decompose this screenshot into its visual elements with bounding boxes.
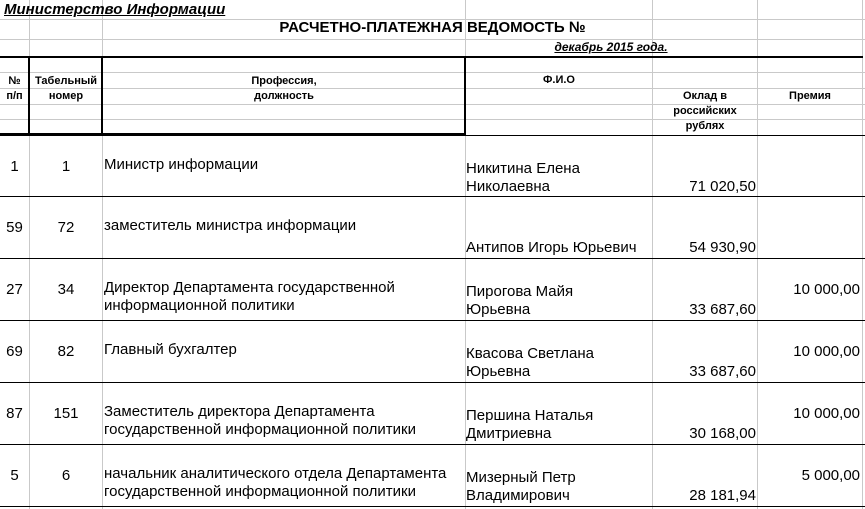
grid-line <box>862 0 863 509</box>
row-name-line1: Першина Наталья <box>466 407 594 424</box>
row-divider <box>0 320 865 321</box>
row-number: 27 <box>6 281 23 298</box>
row-bonus: 5 000,00 <box>801 467 860 484</box>
header-tab-line1: Табельный <box>34 75 98 87</box>
row-salary: 54 930,90 <box>689 239 756 256</box>
header-fio: Ф.И.О <box>543 74 575 86</box>
row-salary: 33 687,60 <box>689 363 756 380</box>
grid-line <box>757 0 758 509</box>
row-salary: 71 020,50 <box>689 178 756 195</box>
header-salary-line2: российских <box>673 105 737 117</box>
header-tab-line2: номер <box>48 90 84 102</box>
row-name-line1: Квасова Светлана <box>466 345 594 362</box>
row-salary: 33 687,60 <box>689 301 756 318</box>
header-salary-line1: Оклад в <box>682 90 728 102</box>
row-position-line1: Заместитель директора Департамента <box>104 403 375 420</box>
row-salary: 30 168,00 <box>689 425 756 442</box>
header-num <box>0 74 29 104</box>
row-bonus: 10 000,00 <box>793 405 860 422</box>
header-bonus: Премия <box>789 90 831 102</box>
row-tab-number: 72 <box>57 219 75 236</box>
row-divider <box>0 506 865 507</box>
row-name-line2: Дмитриевна <box>466 425 552 442</box>
row-name-line2: Антипов Игорь Юрьевич <box>466 239 637 256</box>
row-tab-number: 151 <box>53 405 79 422</box>
row-divider <box>0 382 865 383</box>
header-bottom-border <box>0 135 865 136</box>
row-divider <box>0 196 865 197</box>
row-position-line2: государственной информационной политики <box>104 483 416 500</box>
row-divider <box>0 258 865 259</box>
row-number: 1 <box>10 158 19 175</box>
period-label: декабрь 2015 года. <box>554 40 668 54</box>
row-position-line1: начальник аналитического отдела Департамента <box>104 465 447 482</box>
header-num-line1: № <box>8 75 21 87</box>
row-position-line1: Главный бухгалтер <box>104 341 237 358</box>
row-tab-number: 1 <box>61 158 71 175</box>
row-salary: 28 181,94 <box>689 487 756 504</box>
row-position-line1: Министр информации <box>104 156 259 173</box>
header-salary-line3: рублях <box>685 120 725 132</box>
row-divider <box>0 444 865 445</box>
row-bonus: 10 000,00 <box>793 343 860 360</box>
row-tab-number: 82 <box>57 343 75 360</box>
header-prof-line1: Профессия, <box>251 75 317 87</box>
grid-line <box>0 72 865 73</box>
row-number: 87 <box>6 405 23 422</box>
header-tab-number <box>30 74 102 104</box>
row-name-line1: Пирогова Майя <box>466 283 574 300</box>
row-position-line1: заместитель министра информации <box>104 217 357 234</box>
row-tab-number: 6 <box>61 467 71 484</box>
header-prof-line2: должность <box>254 90 314 102</box>
header-bottom-thick-border <box>0 133 466 135</box>
document-title: РАСЧЕТНО-ПЛАТЕЖНАЯ ВЕДОМОСТЬ № <box>279 19 586 36</box>
row-number: 59 <box>6 219 23 236</box>
row-name-line1: Никитина Елена <box>466 160 580 177</box>
row-number: 5 <box>10 467 19 484</box>
row-name-line2: Владимирович <box>466 487 570 504</box>
row-position-line2: информационной политики <box>104 297 295 314</box>
row-name-line1: Мизерный Петр <box>466 469 576 486</box>
row-position-line2: государственной информационной политики <box>104 421 416 438</box>
header-top-border <box>0 56 863 58</box>
header-salary <box>653 89 757 134</box>
row-tab-number: 34 <box>57 281 75 298</box>
header-position <box>103 74 465 104</box>
row-bonus: 10 000,00 <box>793 281 860 298</box>
row-position-line1: Директор Департамента государственной <box>104 279 395 296</box>
row-name-line2: Николаевна <box>466 178 550 195</box>
row-number: 69 <box>6 343 23 360</box>
row-name-line2: Юрьевна <box>466 301 531 318</box>
row-name-line2: Юрьевна <box>466 363 531 380</box>
header-num-line2: п/п <box>6 90 23 102</box>
organization-name: Министерство Информации <box>4 1 226 18</box>
